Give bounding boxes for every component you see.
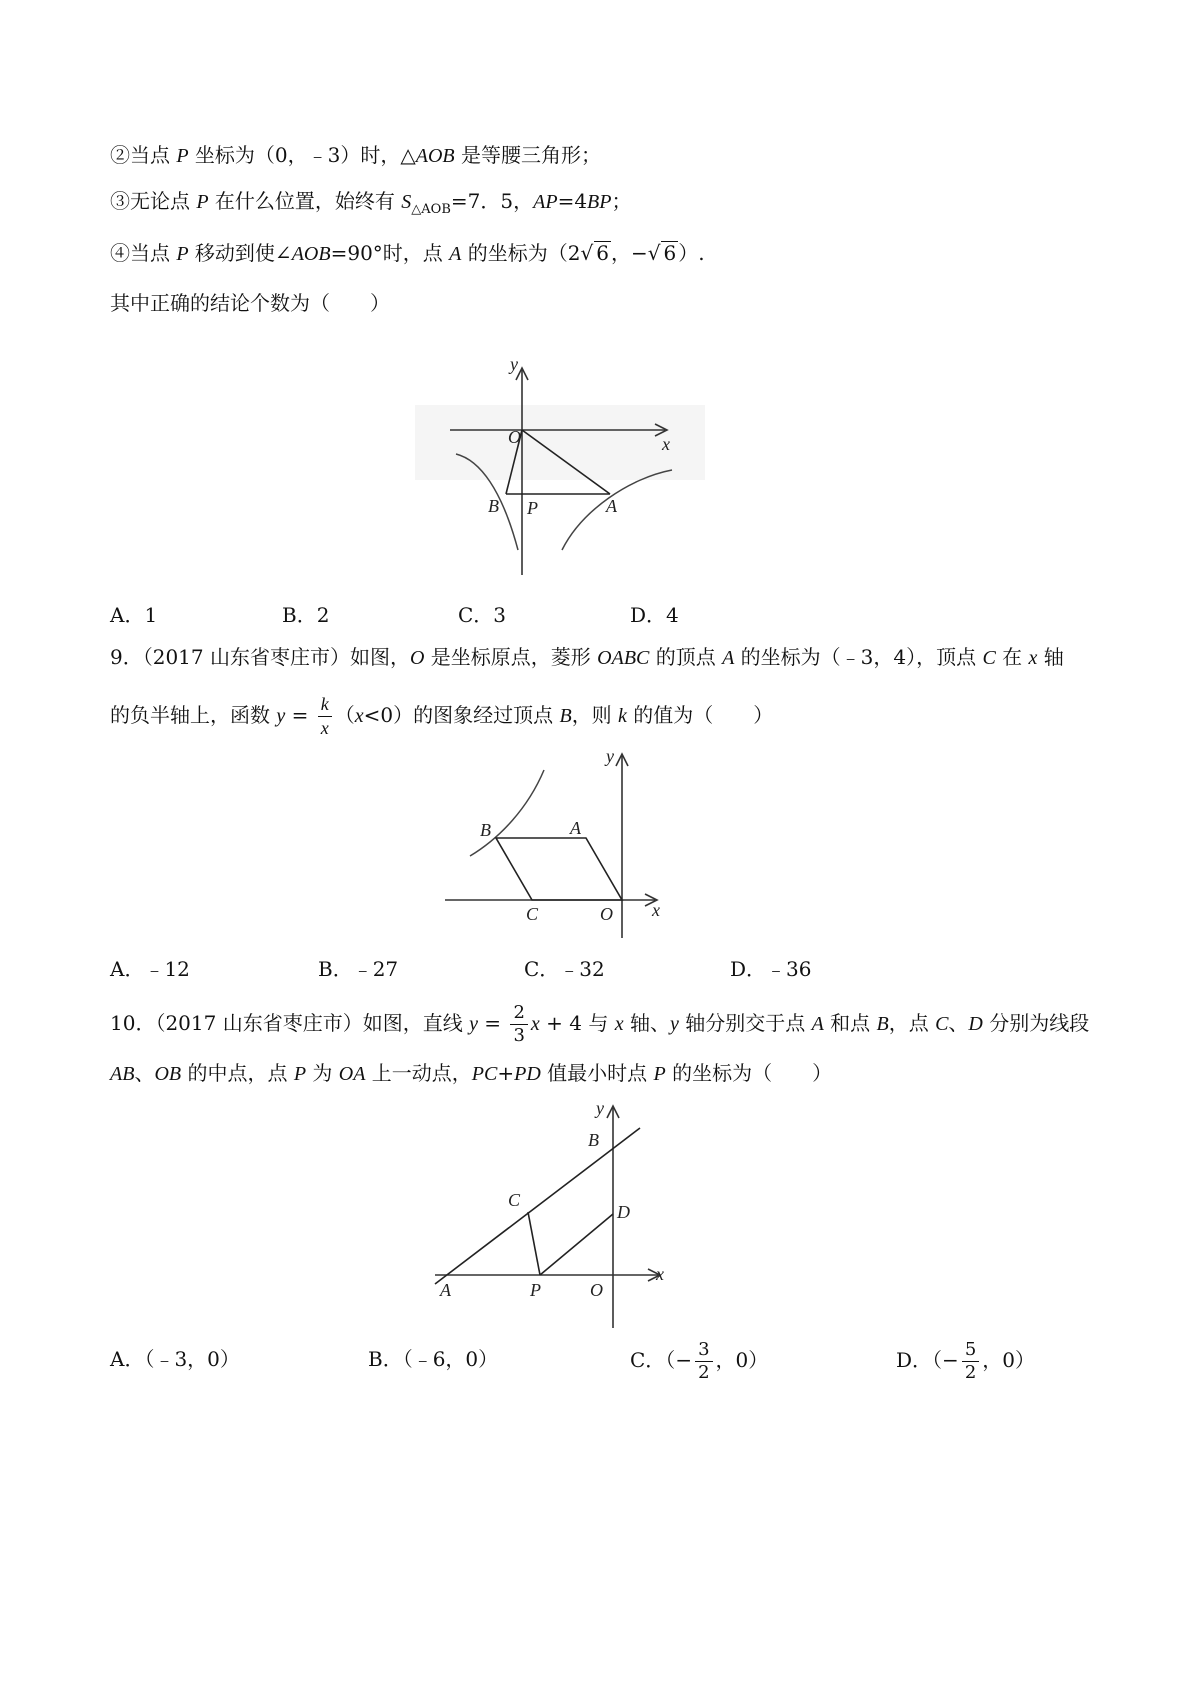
option-b[interactable]: B．2 [282, 603, 330, 627]
var-oa: OA [338, 1063, 366, 1085]
question-10-text: 为 [306, 1061, 339, 1085]
question-9-text: 的负半轴上，函数 [110, 703, 277, 727]
var-k: k [618, 705, 627, 727]
var-o: O [409, 647, 425, 669]
numerator: 5 [962, 1339, 979, 1362]
question-9-text: 在 [995, 645, 1029, 669]
option-d[interactable]: D．4 [630, 603, 679, 627]
right-branch-curve [562, 470, 672, 550]
denominator: 2 [698, 1362, 710, 1383]
var-x: x [1028, 647, 1038, 669]
option-c[interactable] [630, 1338, 768, 1384]
denominator: 3 [513, 1025, 525, 1046]
figure-q10 [430, 1100, 690, 1340]
question-10-text: 上一动点， [365, 1061, 472, 1085]
question-9-line-2 [110, 690, 773, 741]
label-x: x [656, 1264, 664, 1284]
label-c: C [508, 1190, 521, 1210]
radicand: 6 [596, 241, 609, 265]
label-o: O [600, 904, 613, 924]
question-10-text: 分别为线段 [982, 1011, 1090, 1035]
option-d-text: D．（ [896, 1348, 943, 1372]
option-a[interactable]: A．（﹣3，0） [110, 1347, 240, 1371]
question-9-text: 的值为（ ） [626, 703, 774, 727]
question-10-text: 10．（2017 山东省枣庄市）如图，直线 [110, 1011, 470, 1035]
area-subscript: △AOB [411, 202, 451, 217]
var-y: y [669, 1013, 679, 1035]
hyperbola-curve [470, 770, 544, 856]
fraction-3-over-2 [695, 1339, 712, 1384]
label-o: O [590, 1280, 603, 1300]
statement-3-text: =4 [557, 189, 588, 213]
statement-2-text: 是等腰三角形； [454, 143, 602, 167]
question-9-text: 轴 [1037, 645, 1064, 669]
question-10-text: 的中点，点 [181, 1061, 294, 1085]
var-p: P [293, 1063, 307, 1085]
figure-q9 [440, 748, 700, 948]
question-10-text: 轴、 [623, 1011, 670, 1035]
var-x: x [530, 1013, 540, 1035]
option-d-text: ，0） [982, 1348, 1035, 1372]
question-10-text: 、 [948, 1011, 969, 1035]
question-10-text: 和点 [823, 1011, 877, 1035]
option-b[interactable]: B．﹣27 [318, 957, 399, 981]
label-p: P [527, 498, 538, 518]
numerator: k [320, 694, 329, 714]
label-a: A [606, 496, 617, 516]
option-d[interactable]: D．﹣36 [730, 957, 812, 981]
question-9-line-1 [110, 642, 1064, 673]
statement-4-text: ④当点 [110, 241, 177, 265]
label-o: O [508, 427, 521, 447]
statement-4-text: 移动到使∠ [188, 241, 292, 265]
label-y: y [596, 1098, 604, 1118]
label-x: x [652, 900, 660, 920]
question-9-text: 的坐标为（﹣3，4），顶点 [734, 645, 983, 669]
statement-3-text: 在什么位置，始终有 [208, 189, 402, 213]
fraction-5-over-2 [962, 1339, 979, 1384]
figure-q8 [410, 350, 730, 590]
var-b: B [876, 1013, 889, 1035]
question-10-text: + 4 与 [539, 1011, 615, 1035]
minus-sign: − [675, 1348, 693, 1372]
minus-sign: − [630, 241, 648, 265]
option-c[interactable]: C．﹣32 [524, 957, 605, 981]
label-p: P [530, 1280, 541, 1300]
statement-3-text: =7．5， [450, 189, 534, 213]
question-10-text: 轴分别交于点 [678, 1011, 812, 1035]
question-9-text: <0）的图象经过顶点 [363, 703, 560, 727]
separator: ， [610, 241, 631, 265]
var-p: P [196, 191, 209, 213]
numerator: 3 [695, 1339, 712, 1362]
var-aob: AOB [415, 145, 455, 167]
sqrt-sign: √ [580, 241, 594, 265]
var-y: y [276, 705, 286, 727]
statement-4-text: ）. [678, 241, 705, 265]
label-y: y [510, 354, 518, 374]
rhombus-oabc [496, 838, 622, 900]
numerator: 2 [510, 1002, 527, 1025]
statement-2-text: ②当点 [110, 143, 177, 167]
question-10-line-1 [110, 998, 1089, 1049]
label-b: B [488, 496, 499, 516]
var-d: D [968, 1013, 983, 1035]
equals-sign: = [285, 703, 315, 727]
var-ob: OB [154, 1063, 182, 1085]
var-p: P [176, 145, 189, 167]
option-a[interactable]: A．﹣12 [110, 957, 190, 981]
statement-2 [110, 140, 601, 171]
var-pc: PC [471, 1063, 498, 1085]
option-b[interactable]: B．（﹣6，0） [368, 1347, 499, 1371]
coefficient: 2 [567, 241, 581, 265]
radicand: 6 [663, 241, 677, 265]
question-10-text: 值最小时点 [540, 1061, 654, 1085]
var-p: P [653, 1063, 666, 1085]
var-c: C [935, 1013, 949, 1035]
var-bp: BP [587, 191, 612, 213]
fraction-2-over-3 [510, 1002, 527, 1047]
label-b: B [588, 1130, 599, 1150]
question-10-text: ，点 [888, 1011, 936, 1035]
label-c: C [526, 904, 539, 924]
option-d[interactable] [896, 1338, 1035, 1384]
label-a: A [440, 1280, 451, 1300]
question-9-text: ，则 [571, 703, 619, 727]
statement-3 [110, 186, 631, 225]
var-oabc: OABC [597, 647, 650, 669]
segment-pd [540, 1214, 613, 1275]
question-9-text: 的顶点 [649, 645, 723, 669]
var-aob: AOB [291, 243, 331, 265]
var-a: A [811, 1013, 824, 1035]
question-9-text: （ [334, 703, 355, 727]
question-9-text: 是坐标原点，菱形 [424, 645, 598, 669]
question-8-prompt: 其中正确的结论个数为（ ） [110, 291, 390, 315]
label-x: x [662, 434, 670, 454]
var-x: x [614, 1013, 624, 1035]
var-p: P [176, 243, 189, 265]
option-a[interactable]: A．1 [110, 603, 158, 627]
var-x: x [354, 705, 364, 727]
var-a: A [449, 243, 462, 265]
var-a: A [722, 647, 735, 669]
denominator: x [320, 718, 329, 738]
label-y: y [606, 746, 614, 766]
statement-4 [110, 238, 705, 269]
question-10-text: 的坐标为（ ） [665, 1061, 833, 1085]
question-10-line-2 [110, 1058, 832, 1089]
option-c[interactable]: C．3 [458, 603, 507, 627]
question-10-text: 、 [134, 1061, 155, 1085]
var-c: C [982, 647, 996, 669]
var-pd: PD [514, 1063, 541, 1085]
option-c-text: C．（ [630, 1348, 676, 1372]
equals-sign: = [477, 1011, 508, 1035]
label-b: B [480, 820, 491, 840]
var-ab: AB [110, 1063, 135, 1085]
denominator: 2 [964, 1362, 977, 1383]
question-9-text: 9．（2017 山东省枣庄市）如图， [110, 645, 410, 669]
plus-sign: + [497, 1061, 515, 1085]
var-b: B [559, 705, 572, 727]
sqrt-sign: √ [647, 241, 661, 265]
label-d: D [617, 1202, 630, 1222]
statement-3-text: ③无论点 [110, 189, 197, 213]
var-ap: AP [533, 191, 558, 213]
statement-4-text: =90°时，点 [330, 241, 450, 265]
fraction-k-over-x [318, 693, 332, 740]
statement-2-text: 坐标为（0，﹣3）时，△ [188, 143, 416, 167]
var-s: S [401, 191, 412, 213]
segment-pc [528, 1212, 540, 1275]
minus-sign: − [942, 1348, 959, 1372]
option-c-text: ，0） [715, 1348, 769, 1372]
label-a: A [570, 818, 581, 838]
statement-4-text: 的坐标为（ [461, 241, 568, 265]
statement-3-text: ； [611, 189, 632, 213]
var-y: y [469, 1013, 478, 1035]
